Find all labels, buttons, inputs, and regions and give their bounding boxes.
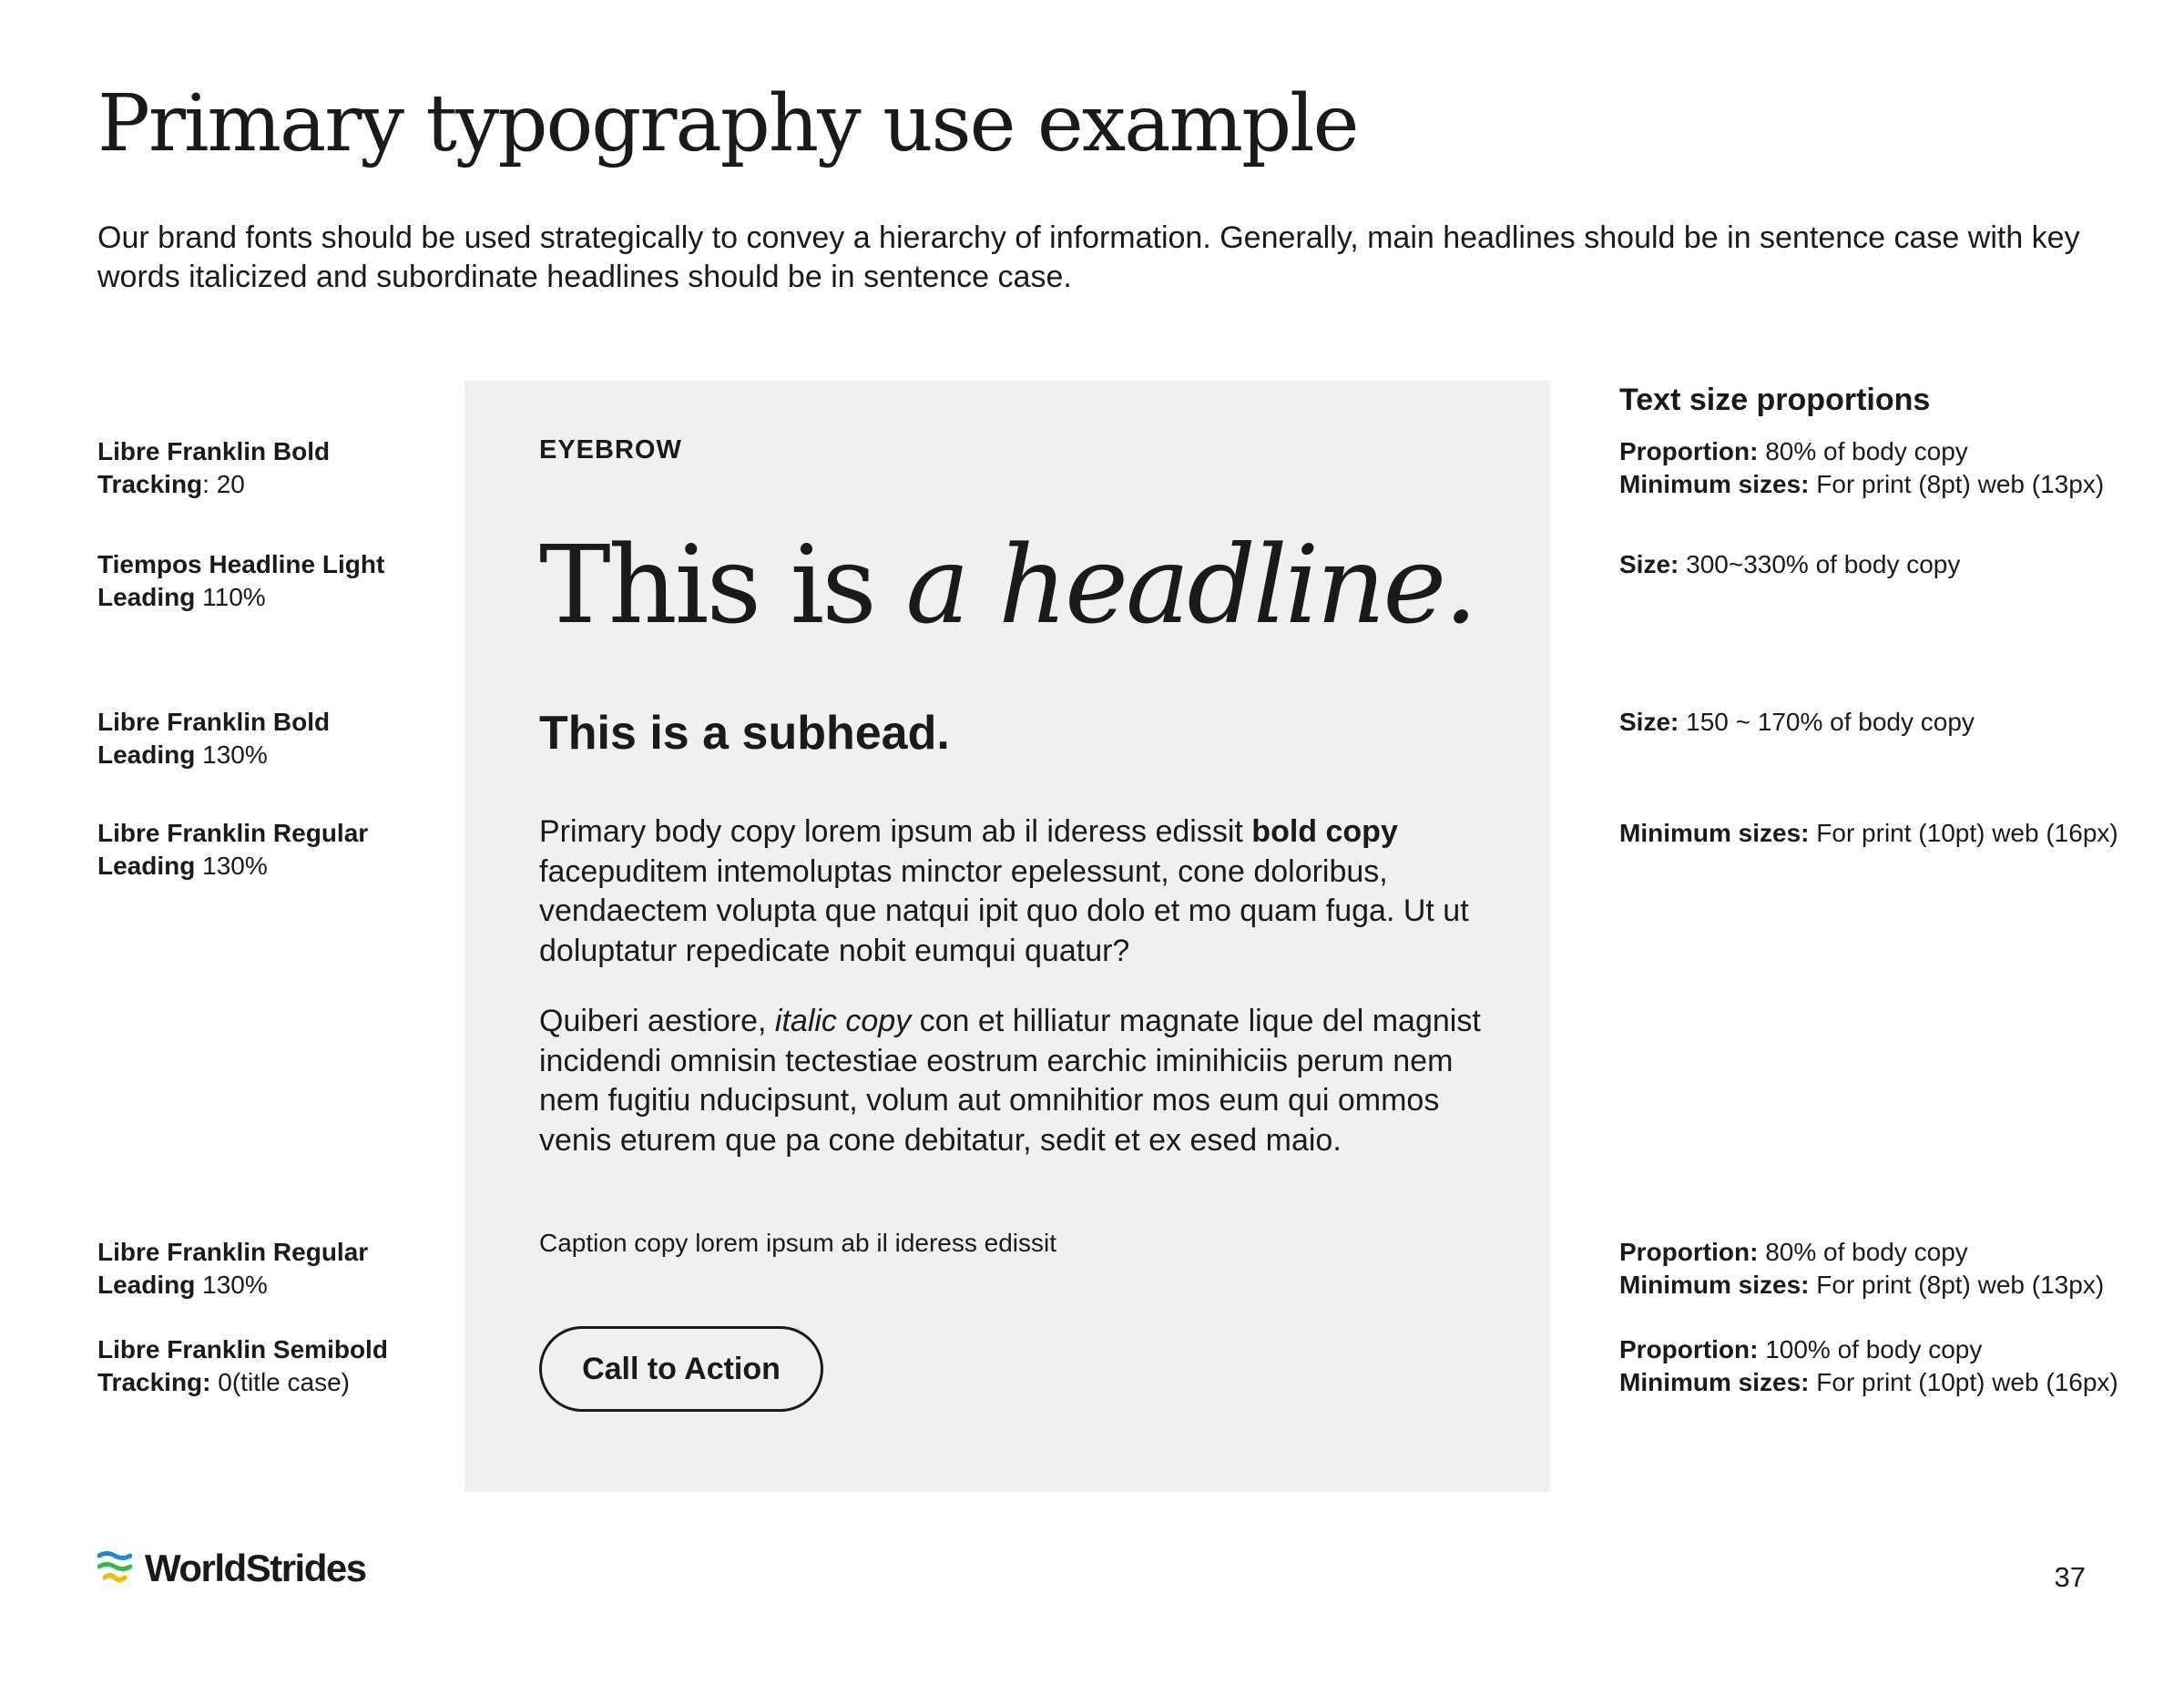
spec-cta-font: Libre Franklin Semibold Tracking: 0(title case) bbox=[97, 1335, 388, 1396]
spec-subhead-font: Libre Franklin Bold Leading 130% bbox=[97, 708, 331, 769]
worldstrides-mark-icon bbox=[97, 1548, 132, 1588]
intro-paragraph: Our brand fonts should be used strategically to convey a hierarchy of information. Generally, main headlines should be in sentence case with key words italicized and subordinate headlines should be in sentence case. bbox=[97, 220, 2080, 294]
proportion-caption: Proportion: 80% of body copy Minimum sizes: For print (8pt) web (13px) bbox=[1619, 1238, 2105, 1299]
logo-wordmark: WorldStrides bbox=[145, 1547, 366, 1589]
spec-eyebrow-font: Libre Franklin Bold Tracking: 20 bbox=[97, 437, 331, 498]
sample-subhead: This is a subhead. bbox=[539, 707, 950, 760]
proportion-subhead: Size: 150 ~ 170% of body copy bbox=[1619, 708, 1975, 736]
sample-body-paragraph-2: Quiberi aestiore, italic copy con et hilliatur magnate lique del magnist incidendi omnisin tectestiae eostrum earchic iminihiciis perum nem nem fugitiu nducipsunt, volum aut omnihitior mos eum qui ommos venis eturem que pa cone debitatur, sedit et ex esed maio. bbox=[539, 1004, 1481, 1158]
proportion-headline: Size: 300~330% of body copy bbox=[1619, 550, 1961, 578]
sample-caption: Caption copy lorem ipsum ab il ideress edissit bbox=[539, 1229, 1057, 1257]
spec-headline-font: Tiempos Headline Light Leading 110% bbox=[97, 550, 385, 611]
proportion-eyebrow: Proportion: 80% of body copy Minimum sizes: For print (8pt) web (13px) bbox=[1619, 437, 2105, 498]
spec-caption-font: Libre Franklin Regular Leading 130% bbox=[97, 1238, 369, 1299]
worldstrides-logo bbox=[97, 1547, 366, 1590]
call-to-action-button[interactable]: Call to Action bbox=[539, 1326, 823, 1412]
spec-body-font: Libre Franklin Regular Leading 130% bbox=[97, 819, 369, 880]
page-number: 37 bbox=[2054, 1561, 2086, 1593]
proportion-cta: Proportion: 100% of body copy Minimum sizes: For print (10pt) web (16px) bbox=[1619, 1335, 2118, 1396]
sample-eyebrow: EYEBROW bbox=[539, 435, 682, 465]
proportion-body: Minimum sizes: For print (10pt) web (16px) bbox=[1619, 819, 2118, 847]
page-title: Primary typography use example bbox=[97, 78, 1358, 169]
sample-headline: This is a headline. bbox=[539, 522, 1475, 648]
text-size-proportions-heading: Text size proportions bbox=[1619, 383, 1931, 417]
sample-body-paragraph-1: Primary body copy lorem ipsum ab il ideress edissit bold copy facepuditem intemoluptas minctor epelessunt, cone doloribus, vendaectem volupta que natqui ipit quo dolo et mo quam fuga. Ut ut doluptatur repedicate nobit eumqui quatur? bbox=[539, 814, 1469, 968]
